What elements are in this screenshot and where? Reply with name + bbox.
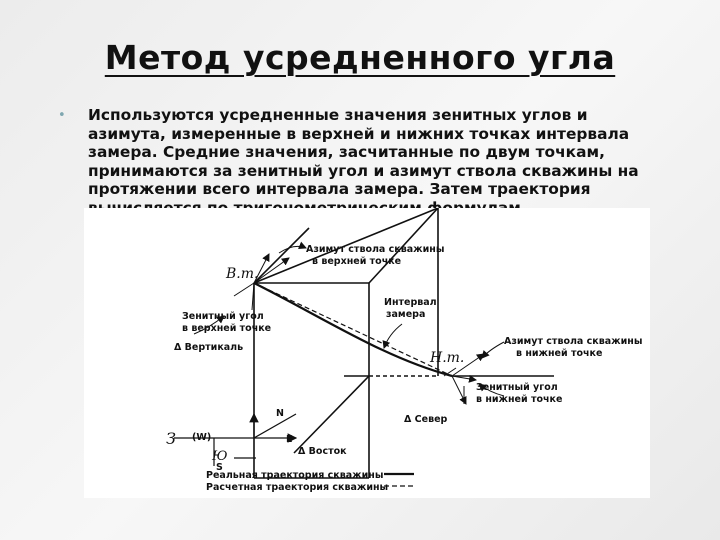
label-e: E bbox=[286, 434, 293, 445]
label-azimuth-top-1: Азимут ствола скважины bbox=[306, 244, 445, 255]
handwritten-yu: Ю bbox=[212, 449, 228, 464]
label-zenith-top-2: в верхней точке bbox=[182, 323, 272, 334]
label-azimuth-bottom-1: Азимут ствола скважины bbox=[504, 336, 643, 347]
legend bbox=[206, 470, 414, 493]
legend-calc-label: Расчетная траектория скважины bbox=[206, 482, 389, 493]
label-interval-1: Интервал bbox=[384, 297, 437, 308]
label-azimuth-top-2: в верхней точке bbox=[312, 256, 402, 267]
label-interval-2: замера bbox=[386, 309, 426, 320]
bullet-item bbox=[58, 106, 658, 217]
trajectory-diagram bbox=[84, 208, 650, 498]
label-east: Δ Восток bbox=[298, 446, 347, 457]
diagram-svg bbox=[84, 208, 650, 498]
label-zenith-bottom-2: в нижней точке bbox=[476, 394, 563, 405]
label-north: Δ Север bbox=[404, 414, 448, 425]
label-w: (W) bbox=[192, 432, 212, 443]
legend-real-label: Реальная траектория скважины bbox=[206, 470, 384, 481]
bullet-marker: • bbox=[58, 108, 66, 123]
label-n: N bbox=[276, 408, 284, 419]
handwritten-z: З bbox=[166, 429, 176, 448]
bullet-text: Используются усредненные значения зенитных углов и азимута, измеренные в верхней и нижних точках интервала замера. Средние значения, засчитанные по двум точкам, принимаются за зенитный угол и азимут ствола скважины на протяжении всего интервала замера. Затем траектория bbox=[88, 106, 639, 198]
label-top-point: В.т. bbox=[226, 266, 259, 282]
label-bottom-point: Н.т. bbox=[430, 350, 465, 366]
label-azimuth-bottom-2: в нижней точке bbox=[516, 348, 603, 359]
slide-title: Метод усредненного угла bbox=[104, 38, 616, 77]
label-zenith-bottom-1: Зенитный угол bbox=[476, 382, 558, 393]
label-s: S bbox=[216, 462, 223, 473]
label-zenith-top-1: Зенитный угол bbox=[182, 311, 264, 322]
label-vertical: Δ Вертикаль bbox=[174, 342, 244, 353]
